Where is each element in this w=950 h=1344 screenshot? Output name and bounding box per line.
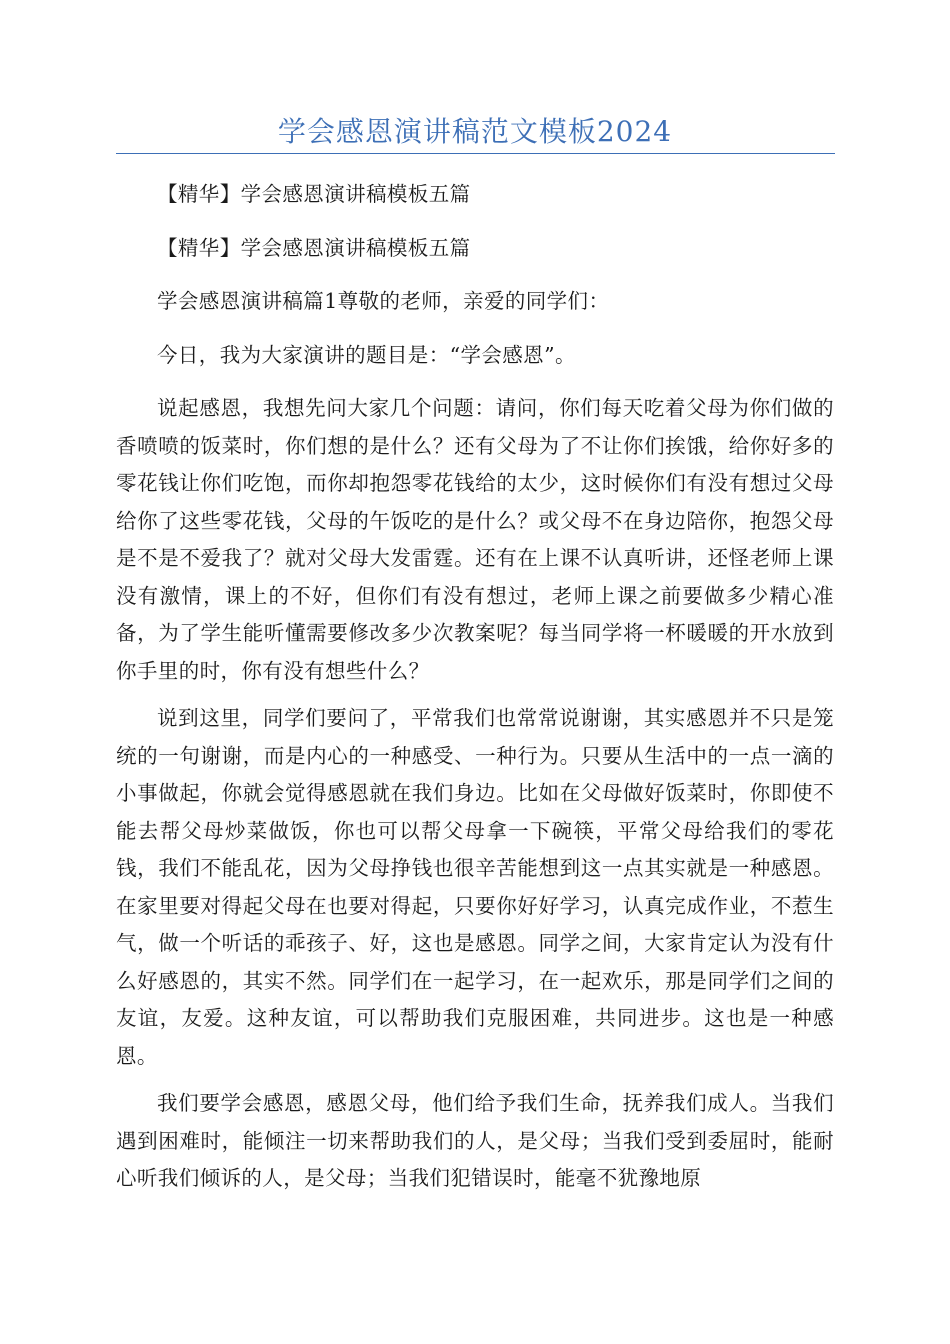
title-underline xyxy=(116,153,835,154)
paragraph: 我们要学会感恩，感恩父母，他们给予我们生命，抚养我们成人。当我们遇到困难时，能倾注一切来帮助我们的人，是父母；当我们受到委屈时，能耐心听我们倾诉的人，是父母；当我们犯错误时，能毫不犹豫地原 xyxy=(116,1091,834,1190)
page-title: 学会感恩演讲稿范文模板2024 xyxy=(277,115,673,148)
paragraph: 【精华】学会感恩演讲稿模板五篇 xyxy=(157,182,471,206)
paragraph: 【精华】学会感恩演讲稿模板五篇 xyxy=(157,235,471,260)
paragraph: 说到这里，同学们要问了，平常我们也常常说谢谢，其实感恩并不只是笼统的一句谢谢，而是内心的一种感受、一种行为。只要从生活中的一点一滴的小事做起，你就会觉得感恩就在我们身边。比如在父母做好饭菜时，你即使不能去帮父母炒菜做饭，你也可以帮父母拿一下碗筷，平常父母给我们的零花钱，我们不能乱花，因为父母挣钱也很辛苦能想到这一点其实就是一种感恩。在家里要对得起父母在也要对得起，只要你好好学习，认真完成作业，不惹生气，做一个听话的乖孩子、好，这也是感恩。同学之间，大家肯定认为没有什么好感恩的，其实不然。同学们在一起学习，在一起欢乐，那是同学们之间的友谊，友爱。这种友谊，可以帮助我们克服困难，共同进步。这也是一种感恩。 xyxy=(116,706,834,1068)
paragraph: 说起感恩，我想先问大家几个问题：请问，你们每天吃着父母为你们做的香喷喷的饭菜时，你们想的是什么？还有父母为了不让你们挨饿，给你好多的零花钱让你们吃饱，而你却抱怨零花钱给的太少，这时候你们有没有想过父母给你了这些零花钱，父母的午饭吃的是什么？或父母不在身边陪你，抱怨父母是不是不爱我了？就对父母大发雷霆。还有在上课不认真听讲，还怪老师上课没有激情，课上的不好，但你们有没有想过，老师上课之前要做多少精心准备，为了学生能听懂需要修改多少次教案呢？每当同学将一杯暖暖的开水放到你手里的时，你有没有想些什么？ xyxy=(116,396,834,683)
paragraph: 学会感恩演讲稿篇1尊敬的老师，亲爱的同学们： xyxy=(157,289,610,313)
document-body xyxy=(116,176,834,1208)
paragraph: 今日，我为大家演讲的题目是：“学会感恩”。 xyxy=(157,342,576,367)
